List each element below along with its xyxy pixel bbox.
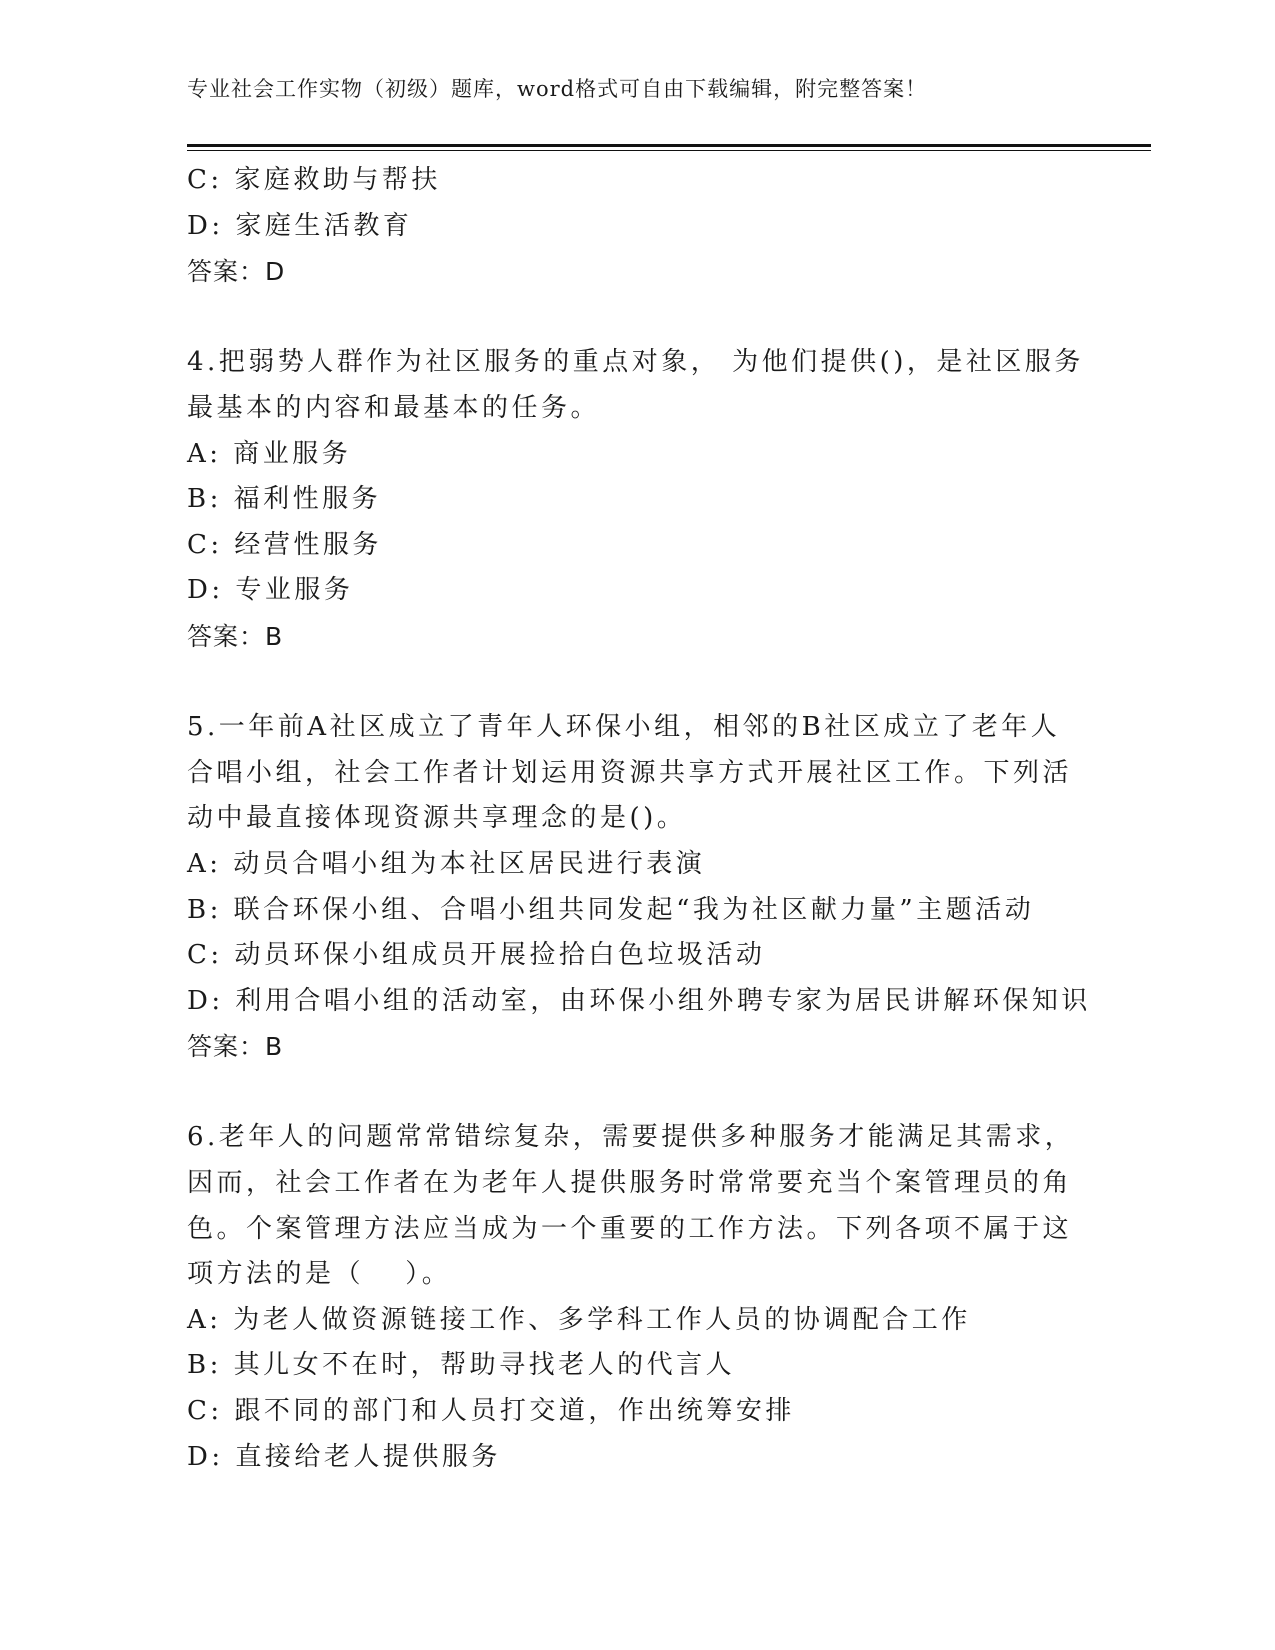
spacer — [187, 295, 1107, 341]
option-c: C: 经营性服务 — [187, 529, 382, 560]
option-d: D: 家庭生活教育 — [187, 210, 413, 241]
answer: 答案：B — [187, 1032, 284, 1062]
question-stem: 动中最直接体现资源共享理念的是()。 — [187, 803, 687, 834]
question-stem: 最基本的内容和最基本的任务。 — [187, 392, 601, 423]
option-c: C: 跟不同的部门和人员打交道，作出统筹安排 — [187, 1396, 795, 1427]
question-3 — [187, 158, 1107, 295]
option-b: B: 其儿女不在时，帮助寻找老人的代言人 — [187, 1350, 736, 1381]
question-stem: 6.老年人的问题常常错综复杂，需要提供多种服务才能满足其需求， — [187, 1122, 1075, 1153]
spacer — [187, 1070, 1107, 1116]
answer: 答案：D — [187, 257, 286, 287]
page-header: 专业社会工作实物（初级）题库，word格式可自由下载编辑，附完整答案！ — [187, 77, 928, 101]
answer: 答案：B — [187, 621, 284, 651]
option-d: D: 专业服务 — [187, 575, 354, 606]
question-stem: 因而，社会工作者在为老年人提供服务时常常要充当个案管理员的角 — [187, 1168, 1073, 1199]
option-d: D: 利用合唱小组的活动室，由环保小组外聘专家为居民讲解环保知识 — [187, 985, 1091, 1016]
option-c: C: 家庭救助与帮扶 — [187, 165, 441, 195]
header-rule-thin — [187, 150, 1151, 151]
option-d: D: 直接给老人提供服务 — [187, 1441, 501, 1472]
option-b: B: 联合环保小组、合唱小组共同发起“我为社区献力量”主题活动 — [187, 894, 1035, 925]
option-a: A: 商业服务 — [187, 438, 352, 469]
question-stem: 色。个案管理方法应当成为一个重要的工作方法。下列各项不属于这 — [187, 1213, 1073, 1244]
question-stem: 5.一年前A社区成立了青年人环保小组，相邻的B社区成立了老年人 — [187, 712, 1061, 743]
option-c: C: 动员环保小组成员开展捡拾白色垃圾活动 — [187, 940, 766, 971]
option-a: A: 动员合唱小组为本社区居民进行表演 — [187, 848, 706, 879]
header-rule-thick — [187, 144, 1151, 147]
option-b: B: 福利性服务 — [187, 484, 382, 515]
question-stem: 4.把弱势人群作为社区服务的重点对象， 为他们提供()，是社区服务 — [187, 347, 1084, 378]
question-5 — [187, 705, 1107, 1070]
spacer — [187, 660, 1107, 706]
question-6 — [187, 1115, 1107, 1480]
question-4 — [187, 340, 1107, 659]
question-stem: 项方法的是（ ）。 — [187, 1259, 452, 1290]
question-stem: 合唱小组，社会工作者计划运用资源共享方式开展社区工作。下列活 — [187, 757, 1073, 788]
document-body — [187, 158, 1107, 1480]
option-a: A: 为老人做资源链接工作、多学科工作人员的协调配合工作 — [187, 1304, 971, 1335]
